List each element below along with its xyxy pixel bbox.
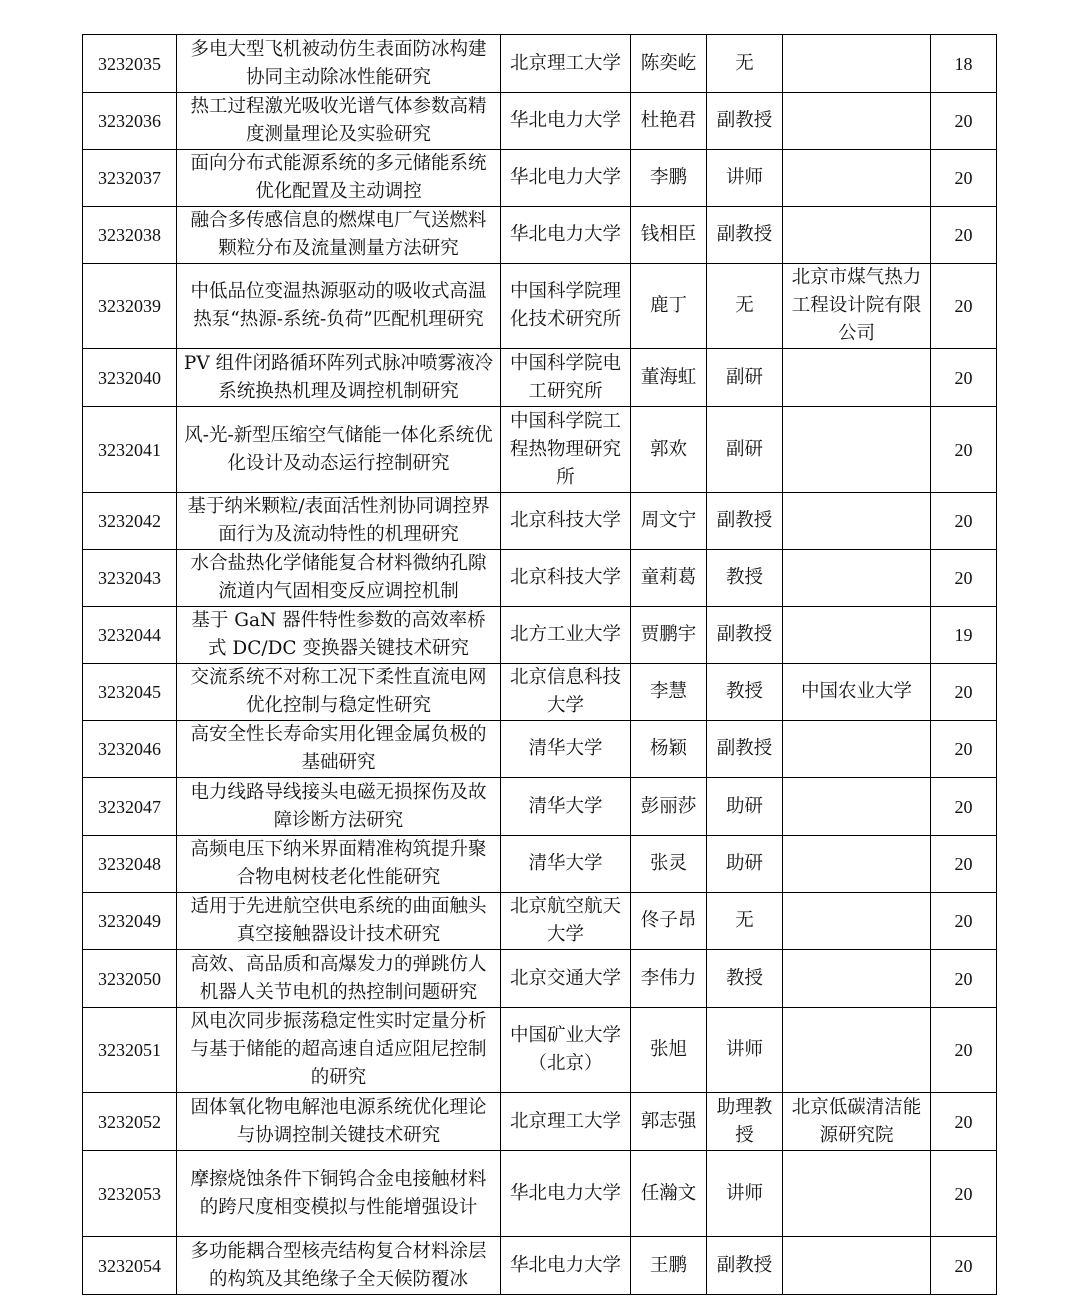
institution-cell: 中国科学院理化技术研究所 xyxy=(501,264,631,349)
partner-institution-cell xyxy=(783,1237,931,1295)
principal-investigator-cell: 郭志强 xyxy=(631,1093,707,1151)
project-id-cell: 3232038 xyxy=(83,207,177,264)
project-title-cell: 交流系统不对称工况下柔性直流电网优化控制与稳定性研究 xyxy=(177,664,501,721)
score-cell: 20 xyxy=(931,407,997,493)
partner-institution-cell xyxy=(783,893,931,950)
score-cell: 20 xyxy=(931,1237,997,1295)
project-id-cell: 3232050 xyxy=(83,950,177,1008)
score-cell: 20 xyxy=(931,950,997,1008)
project-title-cell: 电力线路导线接头电磁无损探伤及故障诊断方法研究 xyxy=(177,778,501,836)
table-row xyxy=(83,93,997,150)
score-cell: 20 xyxy=(931,664,997,721)
project-table xyxy=(82,34,997,1295)
professional-title-cell: 副教授 xyxy=(707,207,783,264)
professional-title-cell: 讲师 xyxy=(707,1151,783,1237)
project-title-cell: 基于纳米颗粒/表面活性剂协同调控界面行为及流动特性的机理研究 xyxy=(177,493,501,550)
table-row xyxy=(83,407,997,493)
project-id-cell: 3232037 xyxy=(83,150,177,207)
project-title-cell: 基于 GaN 器件特性参数的高效率桥式 DC/DC 变换器关键技术研究 xyxy=(177,607,501,664)
project-title-cell: 高效、高品质和高爆发力的弹跳仿人机器人关节电机的热控制问题研究 xyxy=(177,950,501,1008)
project-title-cell: 风电次同步振荡稳定性实时定量分析与基于储能的超高速自适应阻尼控制的研究 xyxy=(177,1008,501,1093)
principal-investigator-cell: 鹿丁 xyxy=(631,264,707,349)
professional-title-cell: 教授 xyxy=(707,664,783,721)
professional-title-cell: 无 xyxy=(707,264,783,349)
score-cell: 20 xyxy=(931,93,997,150)
institution-cell: 北京理工大学 xyxy=(501,1093,631,1151)
project-title-cell: 风-光-新型压缩空气储能一体化系统优化设计及动态运行控制研究 xyxy=(177,407,501,493)
project-title-cell: 高安全性长寿命实用化锂金属负极的基础研究 xyxy=(177,721,501,778)
professional-title-cell: 无 xyxy=(707,893,783,950)
partner-institution-cell xyxy=(783,150,931,207)
score-cell: 20 xyxy=(931,721,997,778)
score-cell: 20 xyxy=(931,493,997,550)
table-row xyxy=(83,493,997,550)
project-id-cell: 3232051 xyxy=(83,1008,177,1093)
project-title-cell: 面向分布式能源系统的多元储能系统优化配置及主动调控 xyxy=(177,150,501,207)
partner-institution-cell xyxy=(783,721,931,778)
institution-cell: 华北电力大学 xyxy=(501,207,631,264)
project-title-cell: 多功能耦合型核壳结构复合材料涂层的构筑及其绝缘子全天候防覆冰 xyxy=(177,1237,501,1295)
project-id-cell: 3232046 xyxy=(83,721,177,778)
score-cell: 19 xyxy=(931,607,997,664)
table-row xyxy=(83,893,997,950)
institution-cell: 中国矿业大学（北京） xyxy=(501,1008,631,1093)
partner-institution-cell xyxy=(783,778,931,836)
professional-title-cell: 副教授 xyxy=(707,493,783,550)
project-id-cell: 3232047 xyxy=(83,778,177,836)
project-id-cell: 3232048 xyxy=(83,836,177,893)
partner-institution-cell xyxy=(783,950,931,1008)
principal-investigator-cell: 任瀚文 xyxy=(631,1151,707,1237)
table-row xyxy=(83,950,997,1008)
table-row xyxy=(83,1008,997,1093)
principal-investigator-cell: 张旭 xyxy=(631,1008,707,1093)
project-title-cell: 高频电压下纳米界面精准构筑提升聚合物电树枝老化性能研究 xyxy=(177,836,501,893)
institution-cell: 华北电力大学 xyxy=(501,1151,631,1237)
professional-title-cell: 教授 xyxy=(707,550,783,607)
principal-investigator-cell: 钱相臣 xyxy=(631,207,707,264)
project-id-cell: 3232052 xyxy=(83,1093,177,1151)
institution-cell: 北京航空航天大学 xyxy=(501,893,631,950)
table-row xyxy=(83,778,997,836)
institution-cell: 北方工业大学 xyxy=(501,607,631,664)
project-title-cell: PV 组件闭路循环阵列式脉冲喷雾液冷系统换热机理及调控机制研究 xyxy=(177,349,501,407)
partner-institution-cell xyxy=(783,1008,931,1093)
principal-investigator-cell: 李鹏 xyxy=(631,150,707,207)
professional-title-cell: 副研 xyxy=(707,349,783,407)
project-id-cell: 3232053 xyxy=(83,1151,177,1237)
institution-cell: 清华大学 xyxy=(501,778,631,836)
partner-institution-cell: 北京市煤气热力工程设计院有限公司 xyxy=(783,264,931,349)
partner-institution-cell xyxy=(783,349,931,407)
score-cell: 20 xyxy=(931,1151,997,1237)
table-row xyxy=(83,550,997,607)
project-id-cell: 3232036 xyxy=(83,93,177,150)
table-row xyxy=(83,150,997,207)
partner-institution-cell xyxy=(783,407,931,493)
partner-institution-cell: 北京低碳清洁能源研究院 xyxy=(783,1093,931,1151)
principal-investigator-cell: 杜艳君 xyxy=(631,93,707,150)
institution-cell: 北京理工大学 xyxy=(501,35,631,93)
project-id-cell: 3232041 xyxy=(83,407,177,493)
score-cell: 18 xyxy=(931,35,997,93)
professional-title-cell: 副教授 xyxy=(707,93,783,150)
table-row xyxy=(83,349,997,407)
institution-cell: 清华大学 xyxy=(501,721,631,778)
institution-cell: 北京交通大学 xyxy=(501,950,631,1008)
partner-institution-cell xyxy=(783,836,931,893)
institution-cell: 北京科技大学 xyxy=(501,550,631,607)
principal-investigator-cell: 杨颖 xyxy=(631,721,707,778)
score-cell: 20 xyxy=(931,550,997,607)
project-id-cell: 3232045 xyxy=(83,664,177,721)
professional-title-cell: 教授 xyxy=(707,950,783,1008)
partner-institution-cell xyxy=(783,35,931,93)
project-id-cell: 3232035 xyxy=(83,35,177,93)
score-cell: 20 xyxy=(931,1093,997,1151)
table-row xyxy=(83,721,997,778)
partner-institution-cell xyxy=(783,550,931,607)
institution-cell: 清华大学 xyxy=(501,836,631,893)
professional-title-cell: 助研 xyxy=(707,778,783,836)
principal-investigator-cell: 张灵 xyxy=(631,836,707,893)
professional-title-cell: 副教授 xyxy=(707,607,783,664)
project-title-cell: 水合盐热化学储能复合材料微纳孔隙流道内气固相变反应调控机制 xyxy=(177,550,501,607)
principal-investigator-cell: 郭欢 xyxy=(631,407,707,493)
professional-title-cell: 副教授 xyxy=(707,1237,783,1295)
project-id-cell: 3232042 xyxy=(83,493,177,550)
professional-title-cell: 助研 xyxy=(707,836,783,893)
institution-cell: 中国科学院电工研究所 xyxy=(501,349,631,407)
score-cell: 20 xyxy=(931,264,997,349)
partner-institution-cell xyxy=(783,1151,931,1237)
project-table-body xyxy=(83,35,997,1295)
score-cell: 20 xyxy=(931,349,997,407)
principal-investigator-cell: 贾鹏宇 xyxy=(631,607,707,664)
project-title-cell: 融合多传感信息的燃煤电厂气送燃料颗粒分布及流量测量方法研究 xyxy=(177,207,501,264)
professional-title-cell: 无 xyxy=(707,35,783,93)
table-row xyxy=(83,836,997,893)
principal-investigator-cell: 周文宁 xyxy=(631,493,707,550)
institution-cell: 华北电力大学 xyxy=(501,150,631,207)
score-cell: 20 xyxy=(931,1008,997,1093)
professional-title-cell: 副研 xyxy=(707,407,783,493)
table-row xyxy=(83,207,997,264)
project-title-cell: 摩擦烧蚀条件下铜钨合金电接触材料的跨尺度相变模拟与性能增强设计 xyxy=(177,1151,501,1237)
score-cell: 20 xyxy=(931,150,997,207)
institution-cell: 北京科技大学 xyxy=(501,493,631,550)
project-title-cell: 多电大型飞机被动仿生表面防冰构建协同主动除冰性能研究 xyxy=(177,35,501,93)
project-id-cell: 3232049 xyxy=(83,893,177,950)
principal-investigator-cell: 佟子昂 xyxy=(631,893,707,950)
professional-title-cell: 讲师 xyxy=(707,150,783,207)
principal-investigator-cell: 李伟力 xyxy=(631,950,707,1008)
project-id-cell: 3232039 xyxy=(83,264,177,349)
partner-institution-cell: 中国农业大学 xyxy=(783,664,931,721)
table-row xyxy=(83,607,997,664)
table-row xyxy=(83,664,997,721)
project-title-cell: 固体氧化物电解池电源系统优化理论与协调控制关键技术研究 xyxy=(177,1093,501,1151)
principal-investigator-cell: 李慧 xyxy=(631,664,707,721)
partner-institution-cell xyxy=(783,93,931,150)
score-cell: 20 xyxy=(931,836,997,893)
project-id-cell: 3232054 xyxy=(83,1237,177,1295)
professional-title-cell: 助理教授 xyxy=(707,1093,783,1151)
principal-investigator-cell: 王鹏 xyxy=(631,1237,707,1295)
table-row xyxy=(83,1237,997,1295)
project-title-cell: 热工过程激光吸收光谱气体参数高精度测量理论及实验研究 xyxy=(177,93,501,150)
table-row xyxy=(83,1151,997,1237)
score-cell: 20 xyxy=(931,778,997,836)
project-id-cell: 3232043 xyxy=(83,550,177,607)
score-cell: 20 xyxy=(931,207,997,264)
partner-institution-cell xyxy=(783,493,931,550)
institution-cell: 北京信息科技大学 xyxy=(501,664,631,721)
table-row xyxy=(83,264,997,349)
principal-investigator-cell: 陈奕屹 xyxy=(631,35,707,93)
principal-investigator-cell: 董海虹 xyxy=(631,349,707,407)
score-cell: 20 xyxy=(931,893,997,950)
project-id-cell: 3232040 xyxy=(83,349,177,407)
partner-institution-cell xyxy=(783,207,931,264)
institution-cell: 华北电力大学 xyxy=(501,1237,631,1295)
principal-investigator-cell: 彭丽莎 xyxy=(631,778,707,836)
professional-title-cell: 讲师 xyxy=(707,1008,783,1093)
project-id-cell: 3232044 xyxy=(83,607,177,664)
professional-title-cell: 副教授 xyxy=(707,721,783,778)
partner-institution-cell xyxy=(783,607,931,664)
institution-cell: 华北电力大学 xyxy=(501,93,631,150)
project-title-cell: 适用于先进航空供电系统的曲面触头真空接触器设计技术研究 xyxy=(177,893,501,950)
table-row xyxy=(83,35,997,93)
institution-cell: 中国科学院工程热物理研究所 xyxy=(501,407,631,493)
principal-investigator-cell: 童莉葛 xyxy=(631,550,707,607)
table-row xyxy=(83,1093,997,1151)
project-title-cell: 中低品位变温热源驱动的吸收式高温热泵“热源-系统-负荷”匹配机理研究 xyxy=(177,264,501,349)
